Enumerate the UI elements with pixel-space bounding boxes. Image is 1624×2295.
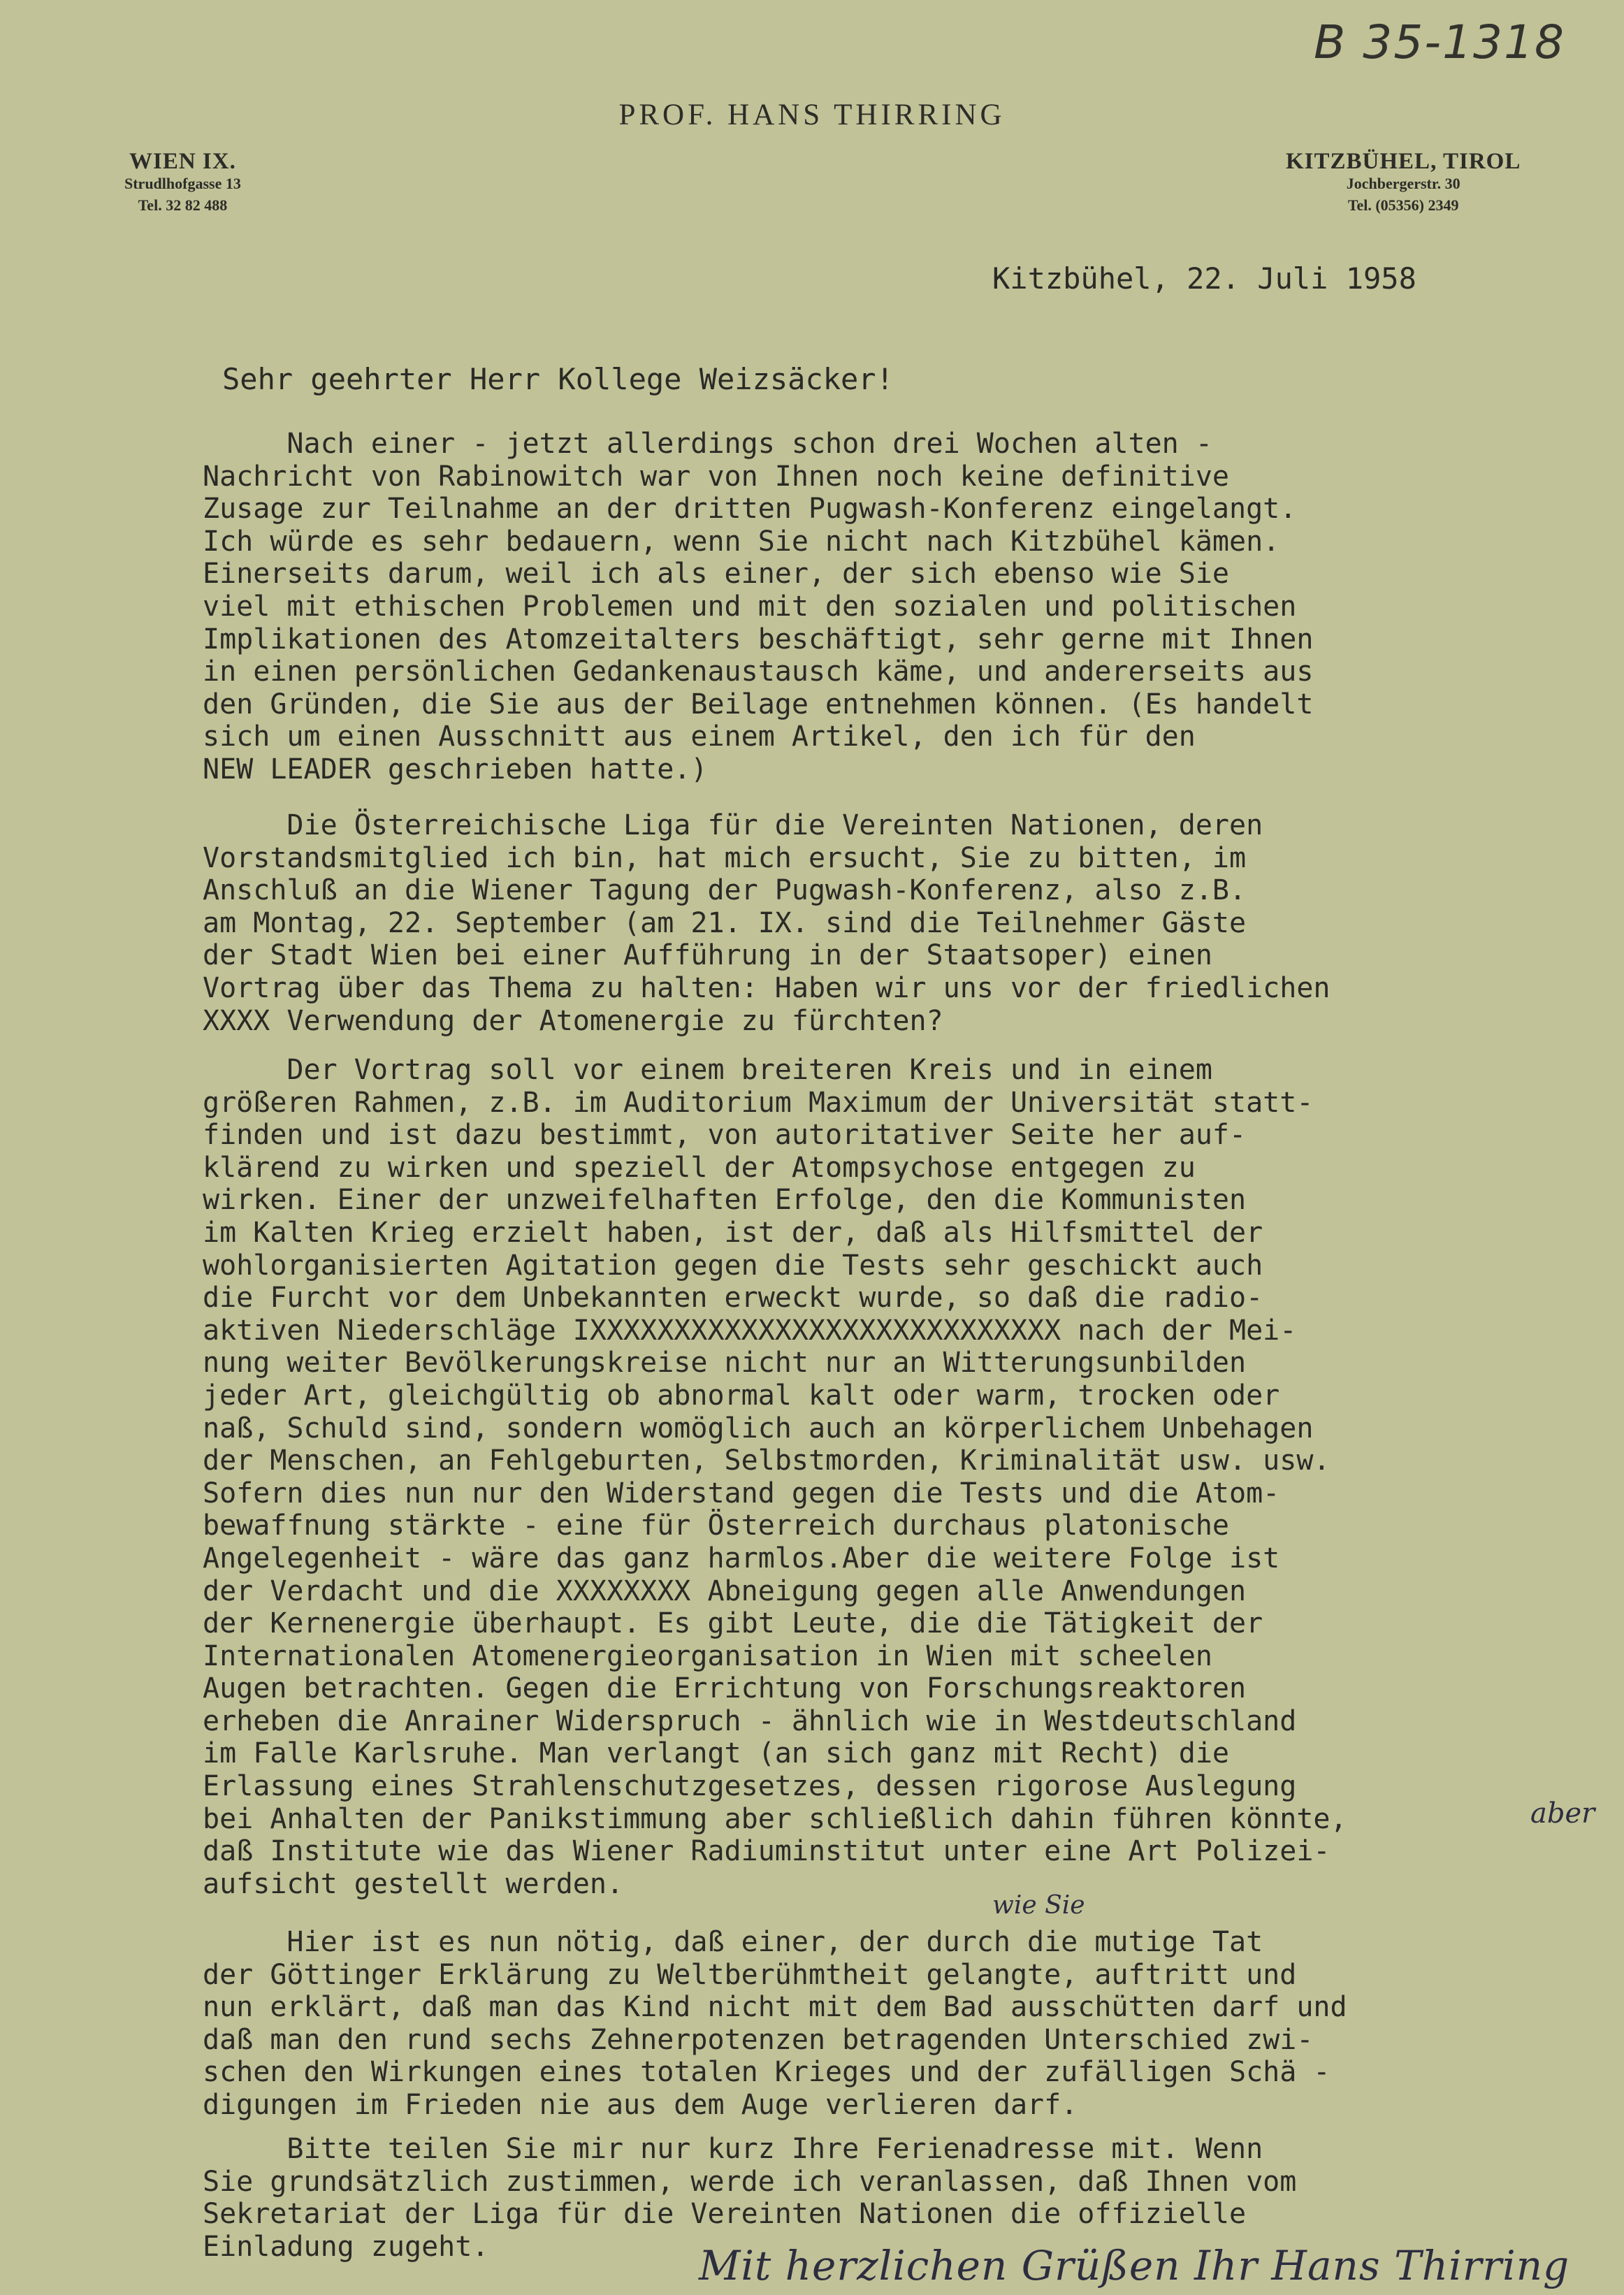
paragraph-3: Der Vortrag soll vor einem breiteren Kreis und in einem größeren Rahmen, z.B. im Auditorium Maximum der Universität statt- finden und ist dazu bestimmt, von autoritativer Seite her auf- klärend zu wirken und speziell der Atompsychose entgegen zu wirken. Einer der unzweifelhaften Erfolge, den die Kommunisten im Kalten Krieg erzielt haben, ist der, daß als Hilfsmittel der wohlorganisierten Agitation gegen die Tests sehr geschickt auch die Furcht vor dem Unbekannten erweckt wurde, so daß die radio- aktiven Niederschläge IXXXXXXXXXXXXXXXXXXXXXXXXXXXX nach der Mei- nung weiter Bevölkerungskreise nicht nur an Witterungsunbilden jeder Art, gleichgültig ob abnormal kalt oder warm, trocken oder naß, Schuld sind, sondern womöglich auch an körperlichem Unbehagen der Menschen, an Fehlgeburten, Selbstmorden, Kriminalität usw. usw. Sofern dies nun nur den Widerstand gegen die Tests und die Atom- bewaffnung stärkte - eine für Österreich durchaus platonische Angelegenheit - wäre das ganz harmlos.Aber die weitere Folge ist der Verdacht und die XXXXXXXX Abneigung gegen alle Anwendungen der Kernenergie überhaupt. Es gibt Leute, die die Tätigkeit der Internationalen Atomenergieorganisation in Wien mit scheelen Augen betrachten. Gegen die Errichtung von Forschungsreaktoren erheben die Anrainer Widerspruch - ähnlich wie in Westdeutschland im Falle Karlsruhe. Man verlangt (an sich ganz mit Recht) die Erlassung eines Strahlenschutzgesetzes, dessen rigorose Auslegung bei Anhalten der Panikstimmung aber schließlich dahin führen könnte, daß Institute wie das Wiener Radiuminstitut unter eine Art Polizei- aufsicht gestellt werden. <box>203 1054 1347 1900</box>
dateline: Kitzbühel, 22. Juli 1958 <box>992 261 1416 296</box>
address-phone: Tel. 32 82 488 <box>138 196 228 214</box>
handwritten-insert-wie-sie: wie Sie <box>992 1891 1085 1920</box>
letterhead-address-vienna <box>124 151 241 216</box>
handwritten-closing-signature: Mit herzlichen Grüßen Ihr Hans Thirring <box>699 2242 1570 2289</box>
address-city: WIEN IX. <box>129 149 236 174</box>
salutation: Sehr geehrter Herr Kollege Weizsäcker! <box>222 362 894 396</box>
handwritten-insert-aber: aber <box>1530 1797 1595 1830</box>
paragraph-2: Die Österreichische Liga für die Vereinten Nationen, deren Vorstandsmitglied ich bin, hat mich ersucht, Sie zu bitten, im Anschluß an die Wiener Tagung der Pugwash-Konferenz, also z.B. am Montag, 22. September (am 21. IX. sind die Teilnehmer Gäste der Stadt Wien bei einer Aufführung in der Staatsoper) einen Vortrag über das Thema zu halten: Haben wir uns vor der friedlichen XXXX Verwendung der Atomenergie zu fürchten? <box>203 809 1331 1037</box>
address-city: KITZBÜHEL, TIROL <box>1286 149 1521 174</box>
address-street: Jochbergerstr. 30 <box>1346 175 1460 192</box>
letterhead-name: PROF. HANS THIRRING <box>618 99 1006 131</box>
address-phone: Tel. (05356) 2349 <box>1347 196 1459 214</box>
address-street: Strudlhofgasse 13 <box>124 175 241 192</box>
paragraph-5: Bitte teilen Sie mir nur kurz Ihre Ferienadresse mit. Wenn Sie grundsätzlich zustimmen, werde ich veranlassen, daß Ihnen vom Sekretariat der Liga für die Vereinten Nationen die offizielle Einladung zugeht. <box>203 2133 1297 2263</box>
paragraph-1: Nach einer - jetzt allerdings schon drei Wochen alten - Nachricht von Rabinowitch war von Ihnen noch keine definitive Zusage zur Teilnahme an der dritten Pugwash-Konferenz eingelangt. Ich würde es sehr bedauern, wenn Sie nicht nach Kitzbühel kämen. Einerseits darum, weil ich als einer, der sich ebenso wie Sie viel mit ethischen Problemen und mit den sozialen und politischen Implikationen des Atomzeitalters beschäftigt, sehr gerne mit Ihnen in einen persönlichen Gedankenaustausch käme, und andererseits aus den Gründen, die Sie aus der Beilage entnehmen können. (Es handelt sich um einen Ausschnitt aus einem Artikel, den ich für den NEW LEADER geschrieben hatte.) <box>203 428 1314 785</box>
paragraph-4: Hier ist es nun nötig, daß einer, der durch die mutige Tat der Göttinger Erklärung zu Weltberühmtheit gelangte, auftritt und nun erklärt, daß man das Kind nicht mit dem Bad ausschütten darf und daß man den rund sechs Zehnerpotenzen betragenden Unterschied zwi- schen den Wirkungen eines totalen Krieges und der zufälligen Schä - digungen im Frieden nie aus dem Auge verlieren darf. <box>203 1926 1347 2121</box>
letterhead-address-kitzbuehel <box>1286 151 1521 216</box>
archive-number: B 35-1318 <box>1314 15 1566 69</box>
